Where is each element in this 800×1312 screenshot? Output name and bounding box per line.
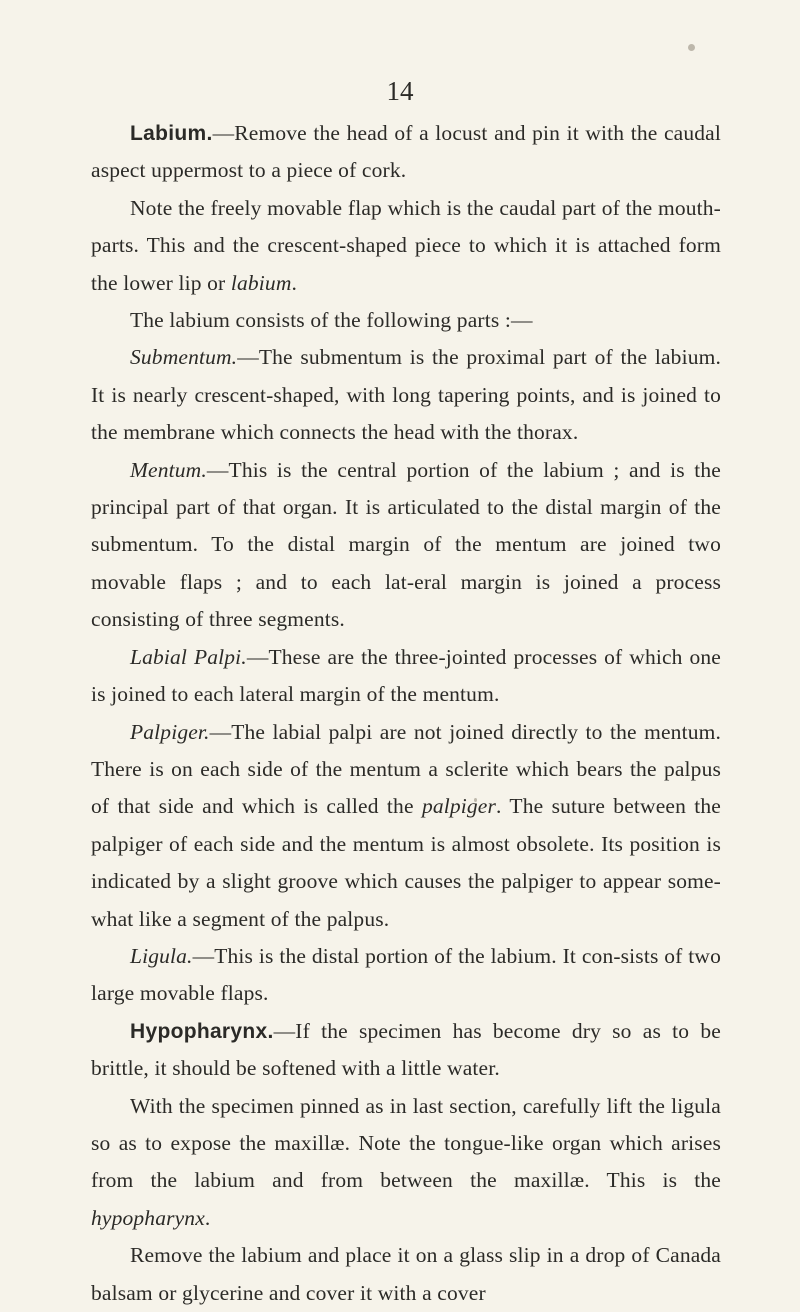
paragraph-labium [91, 115, 721, 190]
paragraph-text: . The suture between the palpiger of each side and the mentum is almost obsolete. Its position is indicated by a slight groove which causes the palpiger to appear some-what like a segment of the palpus. [91, 794, 721, 931]
paragraph-hypopharynx [91, 1013, 721, 1088]
paragraph-palpiger [91, 714, 721, 938]
paragraph-labial-palpi [91, 639, 721, 714]
paper-spot [688, 44, 695, 51]
paragraph-text: —If the specimen has become dry so as to be brittle, it should be softened with a little water. [91, 1018, 721, 1081]
paragraph-remove-labium [91, 1237, 721, 1312]
paragraph-text: With the specimen pinned as in last section, carefully lift the ligula so as to expose the maxillæ. Note the tongue-like organ which arises from the labium and from between the maxillæ. This is the [91, 1093, 721, 1193]
paragraph-pinned-specimen [91, 1088, 721, 1238]
paragraph-submentum [91, 339, 721, 451]
paragraph-text: . [291, 270, 298, 295]
italic-term: hypopharynx [91, 1205, 205, 1230]
body-text [91, 115, 721, 1312]
paragraph-mentum [91, 452, 721, 639]
paragraph-text: —The submentum is the proximal part of the labium. It is nearly crescent-shaped, with long tapering points, and is joined to the membrane which connects the head with the thorax. [91, 345, 721, 445]
paragraph-parts-intro [91, 302, 721, 339]
paragraph-text: —This is the distal portion of the labium. It con-sists of two large movable flaps. [91, 943, 721, 1006]
italic-term: Palpiger. [130, 719, 210, 744]
paragraph-text: —These are the three-jointed processes of which one is joined to each lateral margin of the mentum. [91, 644, 721, 707]
italic-term: palpiger [421, 794, 496, 819]
section-heading: Labium. [130, 122, 213, 145]
section-heading: Hypopharynx. [130, 1019, 274, 1043]
paragraph-ligula [91, 938, 721, 1013]
paragraph-text: . [204, 1205, 211, 1230]
paragraph-text: —The labial palpi are not joined directly to the mentum. There is on each side of the mentum a sclerite which bears the palpus of that side and which is called the [91, 719, 721, 819]
italic-term: Mentum. [130, 457, 207, 482]
page-number: 14 [386, 76, 414, 106]
italic-term: Ligula. [130, 943, 193, 968]
paragraph-text: —This is the central portion of the labium ; and is the principal part of that organ. It is articulated to the distal margin of the submentum. To the distal margin of the mentum are joined two movable flaps ; and to each lat-eral margin is joined a process consisting of three segments. [91, 457, 721, 632]
italic-term: Submentum. [130, 345, 238, 370]
paragraph-text: The labium consists of the following parts :— [130, 308, 533, 333]
paragraph-text: —Remove the head of a locust and pin it with the caudal aspect uppermost to a piece of cork. [91, 121, 721, 183]
italic-term: labium [230, 270, 292, 295]
paragraph-text: Note the freely movable flap which is the caudal part of the mouth-parts. This and the crescent-shaped piece to which it is attached form the lower lip or [91, 195, 721, 295]
paragraph-text: Remove the labium and place it on a glass slip in a drop of Canada balsam or glycerine and cover it with a cover [91, 1243, 721, 1305]
italic-term: Labial Palpi. [130, 644, 247, 669]
paragraph-note-flap [91, 190, 721, 302]
